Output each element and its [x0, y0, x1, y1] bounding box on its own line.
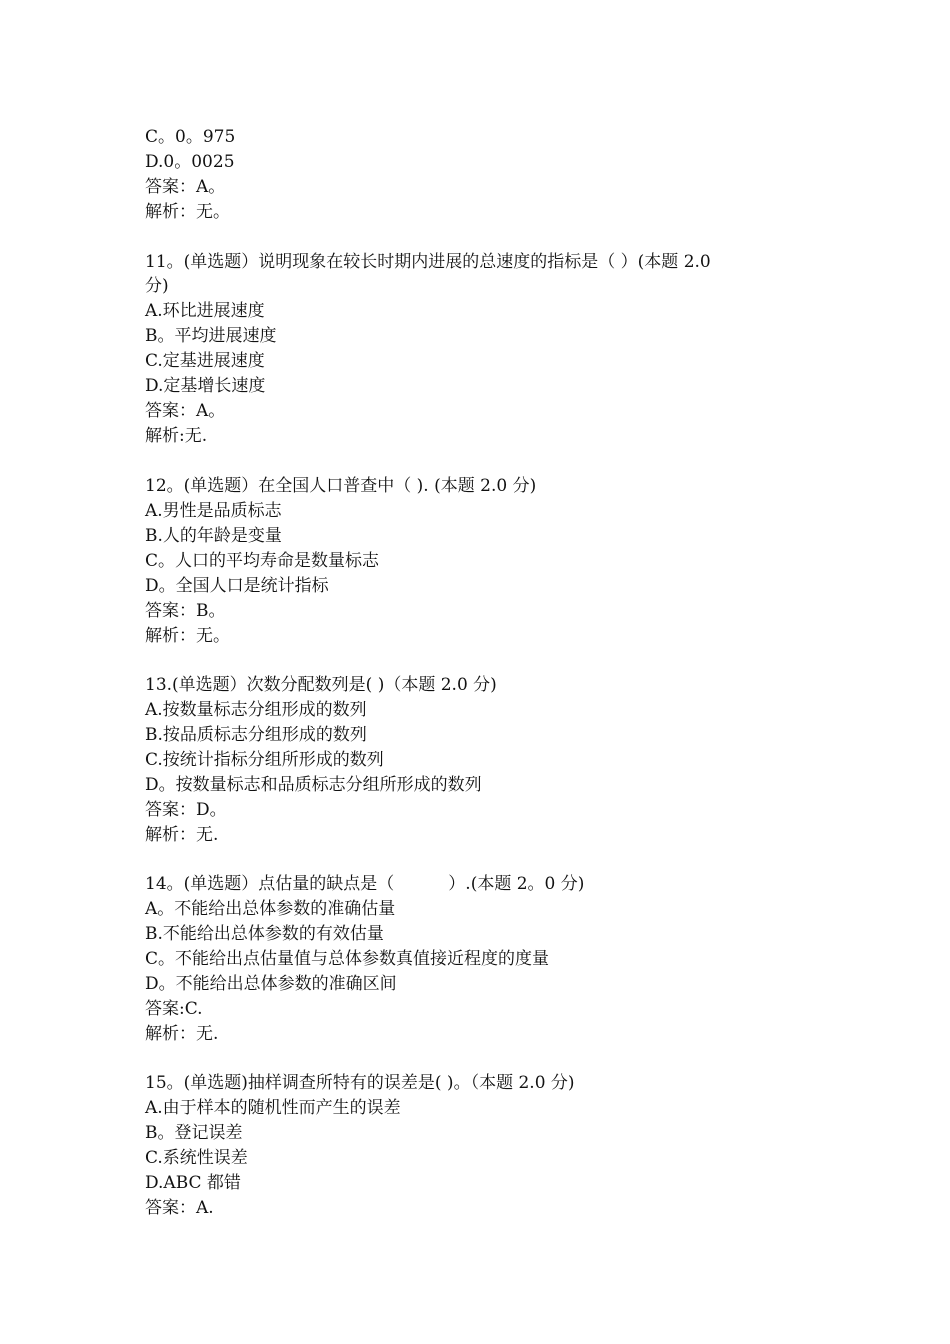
question-13-option-c: C.按统计指标分组所形成的数列	[145, 750, 384, 770]
question-15-option-c: C.系统性误差	[145, 1148, 248, 1168]
question-13-option-b: B.按品质标志分组形成的数列	[145, 725, 367, 745]
question-12-answer: 答案：B。	[145, 601, 226, 621]
question-12-analysis: 解析：无。	[145, 626, 230, 646]
question-11-option-c: C.定基进展速度	[145, 351, 265, 371]
option-d: D.0。0025	[145, 152, 235, 172]
question-15-stem: 15。(单选题)抽样调查所特有的误差是( )。（本题 2.0 分)	[145, 1073, 575, 1093]
question-15-option-b: B。登记误差	[145, 1123, 243, 1143]
answer-line: 答案：A。	[145, 177, 226, 197]
question-11-analysis: 解析:无.	[145, 426, 208, 446]
question-14-option-c: C。不能给出点估量值与总体参数真值接近程度的度量	[145, 949, 550, 969]
analysis-line: 解析：无。	[145, 202, 230, 222]
question-11-answer: 答案：A。	[145, 401, 226, 421]
question-11-option-a: A.环比进展速度	[145, 301, 265, 321]
question-13-option-a: A.按数量标志分组形成的数列	[145, 700, 367, 720]
question-14-option-b: B.不能给出总体参数的有效估量	[145, 924, 384, 944]
question-12-option-d: D。全国人口是统计指标	[145, 576, 329, 596]
question-12-stem: 12。(单选题）在全国人口普查中（ ). (本题 2.0 分)	[145, 476, 537, 496]
question-11-stem: 11。(单选题）说明现象在较长时期内进展的总速度的指标是（ ）(本题 2.0	[145, 252, 711, 272]
question-13-analysis: 解析：无.	[145, 825, 219, 845]
question-15-answer: 答案：A.	[145, 1198, 214, 1218]
option-c: C。0。975	[145, 127, 236, 147]
question-15-option-a: A.由于样本的随机性而产生的误差	[145, 1098, 401, 1118]
question-14-option-a: A。不能给出总体参数的准确估量	[145, 899, 396, 919]
question-14-analysis: 解析：无.	[145, 1024, 219, 1044]
question-11-stem-cont: 分)	[145, 276, 169, 296]
question-12-option-c: C。人口的平均寿命是数量标志	[145, 551, 380, 571]
question-13-answer: 答案：D。	[145, 800, 227, 820]
question-11-option-d: D.定基增长速度	[145, 376, 266, 396]
question-14-answer: 答案:C.	[145, 999, 203, 1019]
question-15-option-d: D.ABC 都错	[145, 1173, 241, 1193]
question-14-option-d: D。不能给出总体参数的准确区间	[145, 974, 397, 994]
question-12-option-b: B.人的年龄是变量	[145, 526, 282, 546]
question-14-stem: 14。(单选题）点估量的缺点是（ ）.(本题 2。0 分)	[145, 874, 585, 894]
question-13-stem: 13.(单选题）次数分配数列是( )（本题 2.0 分)	[145, 675, 497, 695]
question-13-option-d: D。按数量标志和品质标志分组所形成的数列	[145, 775, 482, 795]
question-12-option-a: A.男性是品质标志	[145, 501, 282, 521]
question-11-option-b: B。平均进展速度	[145, 326, 277, 346]
